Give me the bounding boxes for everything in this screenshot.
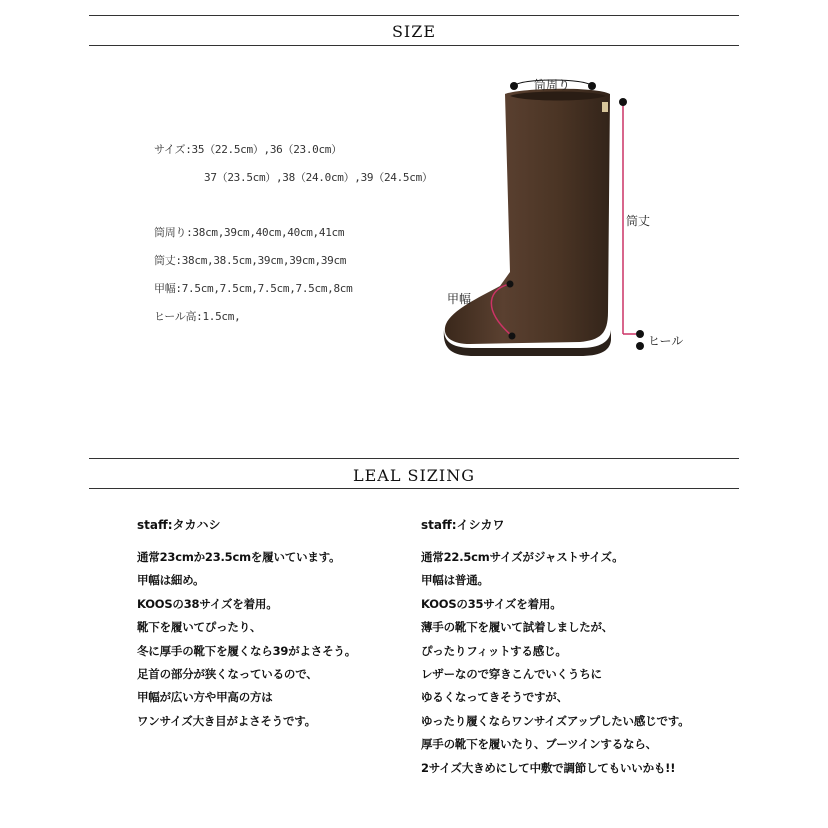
staff-line: 通常23cmか23.5cmを履いています。	[137, 550, 341, 564]
staff-line: 甲幅は細め。	[137, 573, 205, 588]
spec-shaft-height: 筒丈:38cm,38.5cm,39cm,39cm,39cm	[154, 254, 347, 267]
label-heel: ヒール	[648, 334, 684, 348]
staff-line: 冬に厚手の靴下を履くなら39がよさそう。	[137, 643, 357, 658]
boot-measurement-figure	[430, 72, 710, 362]
staff-name: staff:タカハシ	[137, 518, 221, 532]
staff-line: 足首の部分が狭くなっているので、	[137, 666, 318, 681]
staff-line: ゆるくなってきそうですが、	[421, 690, 568, 705]
staff-line: ぴったりフィットする感じ。	[421, 643, 567, 658]
leal-sizing-section-title: LEAL SIZING	[89, 458, 739, 489]
staff-line: 甲幅が広い方や甲高の方は	[137, 690, 273, 705]
staff-comment-ishikawa	[421, 516, 689, 780]
staff-line: 厚手の靴下を履いたり、ブーツインするなら、	[421, 737, 657, 752]
staff-line: 薄手の靴下を履いて試着しましたが、	[421, 620, 614, 635]
staff-line: 通常22.5cmサイズがジャストサイズ。	[421, 550, 624, 564]
boot-tag	[602, 102, 608, 112]
size-section-title: SIZE	[89, 15, 739, 46]
staff-line: レザーなので穿きこんでいくうちに	[421, 666, 602, 681]
shaft-marker-bottom	[636, 330, 644, 338]
staff-line: 2サイズ大きめにして中敷で調節してもいいかも!!	[421, 760, 676, 775]
staff-line: 甲幅は普通。	[421, 573, 489, 588]
staff-line: ワンサイズ大き目がよさそうです。	[137, 713, 316, 728]
label-instep: 甲幅	[447, 292, 472, 306]
label-shaft: 筒丈	[626, 214, 651, 228]
spec-circumference: 筒周り:38cm,39cm,40cm,40cm,41cm	[154, 226, 345, 239]
spec-instep-width: 甲幅:7.5cm,7.5cm,7.5cm,7.5cm,8cm	[154, 282, 353, 295]
instep-marker-top	[507, 281, 514, 288]
staff-line: KOOSの35サイズを着用。	[421, 596, 562, 611]
spec-sizes-line1: サイズ:35（22.5cm）,36（23.0cm）	[154, 143, 342, 156]
staff-line: KOOSの38サイズを着用。	[137, 596, 278, 611]
staff-name: staff:イシカワ	[421, 518, 505, 532]
staff-comment-takahashi	[137, 516, 356, 733]
staff-line: 靴下を履いてぴったり、	[137, 620, 262, 635]
boot-illustration	[430, 72, 710, 362]
spec-heel-height: ヒール高:1.5cm,	[154, 310, 241, 323]
shaft-marker-top	[619, 98, 627, 106]
instep-marker-bottom	[509, 333, 516, 340]
label-circumference: 筒周り	[534, 78, 571, 92]
staff-line: ゆったり履くならワンサイズアップしたい感じです。	[421, 713, 690, 728]
spec-sizes-line2: 37（23.5cm）,38（24.0cm）,39（24.5cm）	[204, 171, 433, 184]
heel-marker	[636, 342, 644, 350]
